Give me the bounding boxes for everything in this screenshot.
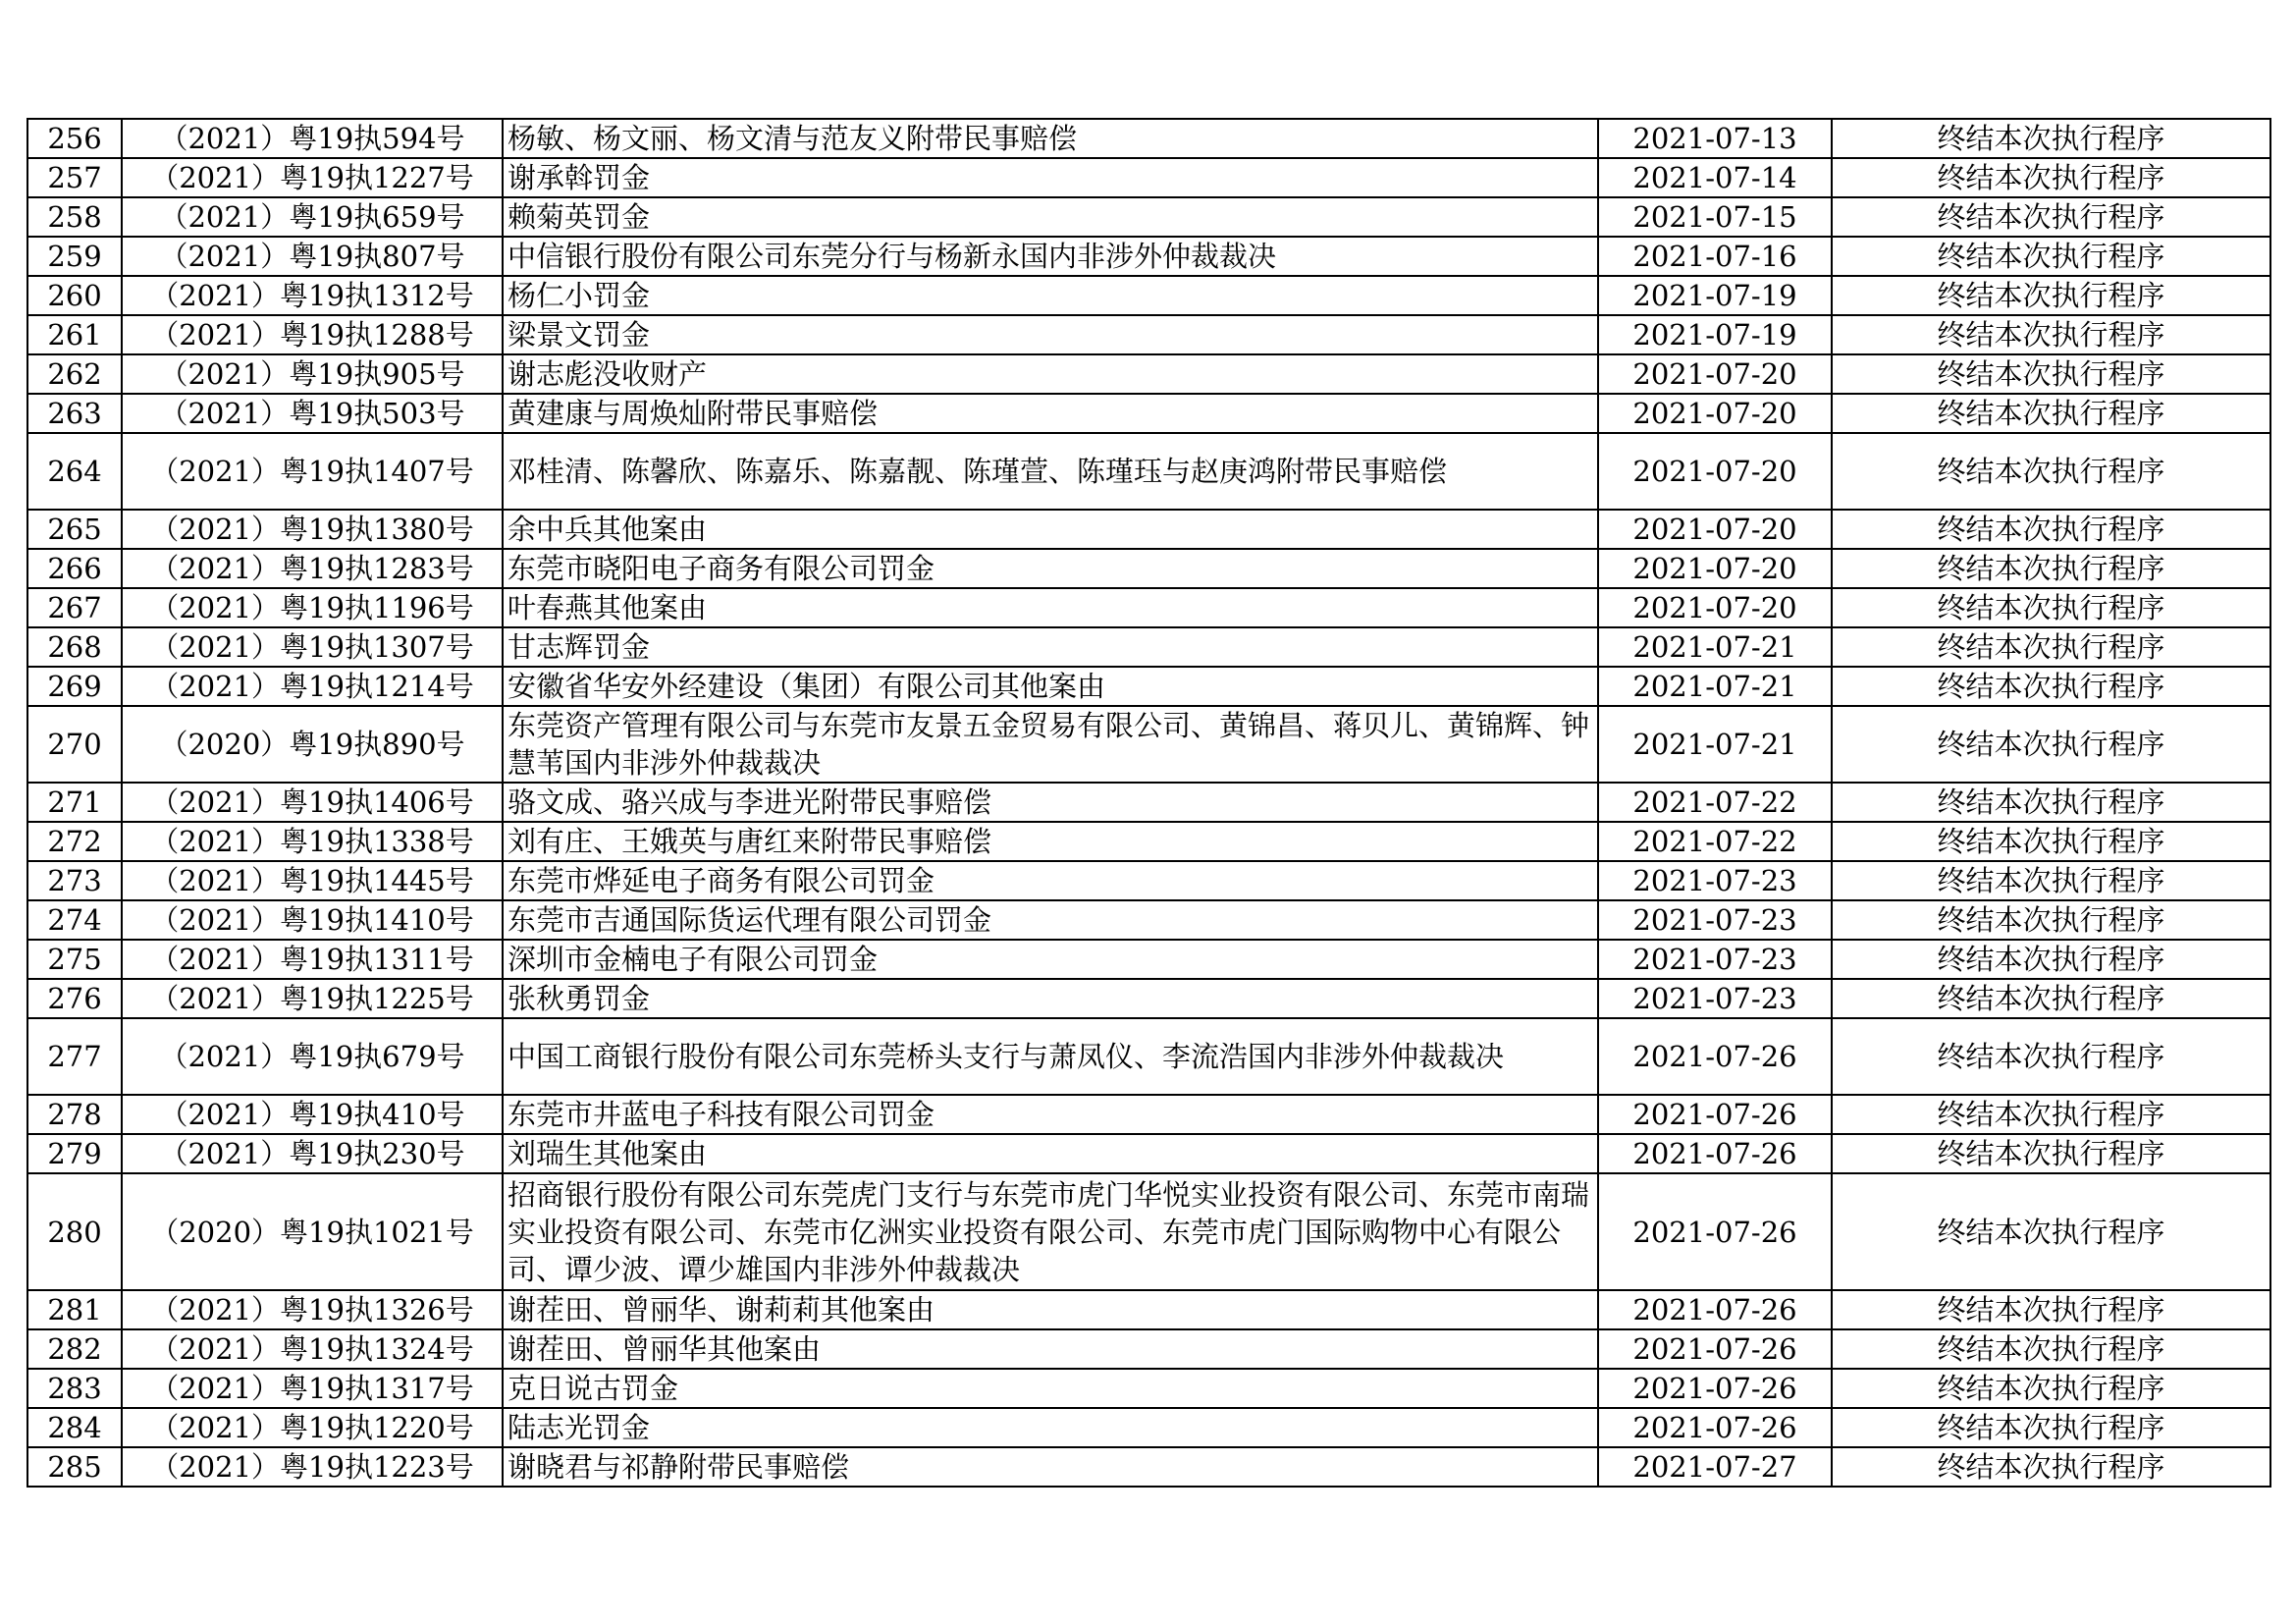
case-number-cell: （2020）粤19执890号: [122, 706, 503, 783]
closing-result-cell: 终结本次执行程序: [1832, 861, 2270, 900]
table-row: [27, 900, 2270, 940]
table-row: [27, 1369, 2270, 1408]
closing-date-cell: 2021-07-15: [1598, 197, 1832, 237]
case-description-cell: 邓桂清、陈馨欣、陈嘉乐、陈嘉靓、陈瑾萱、陈瑾珏与赵庚鸿附带民事赔偿: [503, 433, 1598, 510]
closing-date-cell: 2021-07-23: [1598, 900, 1832, 940]
table-row: [27, 1173, 2270, 1290]
closing-date-cell: 2021-07-13: [1598, 119, 1832, 158]
closing-date-cell: 2021-07-16: [1598, 237, 1832, 276]
row-number-cell: 281: [27, 1290, 122, 1329]
closing-result-cell: 终结本次执行程序: [1832, 1447, 2270, 1487]
case-number-cell: （2021）粤19执594号: [122, 119, 503, 158]
row-number-cell: 274: [27, 900, 122, 940]
closing-result-cell: 终结本次执行程序: [1832, 940, 2270, 979]
row-number-cell: 280: [27, 1173, 122, 1290]
case-description-cell: 张秋勇罚金: [503, 979, 1598, 1018]
table-row: [27, 588, 2270, 627]
closing-result-cell: 终结本次执行程序: [1832, 627, 2270, 667]
closing-date-cell: 2021-07-21: [1598, 667, 1832, 706]
closing-date-cell: 2021-07-27: [1598, 1447, 1832, 1487]
case-number-cell: （2021）粤19执1326号: [122, 1290, 503, 1329]
row-number-cell: 268: [27, 627, 122, 667]
case-description-cell: 黄建康与周焕灿附带民事赔偿: [503, 394, 1598, 433]
table-row: [27, 197, 2270, 237]
closing-date-cell: 2021-07-26: [1598, 1369, 1832, 1408]
table-row: [27, 1095, 2270, 1134]
case-number-cell: （2021）粤19执503号: [122, 394, 503, 433]
closing-result-cell: 终结本次执行程序: [1832, 588, 2270, 627]
closing-date-cell: 2021-07-19: [1598, 315, 1832, 354]
row-number-cell: 267: [27, 588, 122, 627]
table-row: [27, 1408, 2270, 1447]
row-number-cell: 270: [27, 706, 122, 783]
case-number-cell: （2021）粤19执1196号: [122, 588, 503, 627]
case-description-cell: 谢晓君与祁静附带民事赔偿: [503, 1447, 1598, 1487]
closing-result-cell: 终结本次执行程序: [1832, 119, 2270, 158]
table-row: [27, 237, 2270, 276]
row-number-cell: 262: [27, 354, 122, 394]
case-description-cell: 深圳市金楠电子有限公司罚金: [503, 940, 1598, 979]
table-row: [27, 510, 2270, 549]
row-number-cell: 278: [27, 1095, 122, 1134]
case-number-cell: （2021）粤19执905号: [122, 354, 503, 394]
closing-result-cell: 终结本次执行程序: [1832, 706, 2270, 783]
table-row: [27, 822, 2270, 861]
closing-date-cell: 2021-07-20: [1598, 510, 1832, 549]
case-description-cell: 东莞市井蓝电子科技有限公司罚金: [503, 1095, 1598, 1134]
case-description-cell: 东莞资产管理有限公司与东莞市友景五金贸易有限公司、黄锦昌、蒋贝儿、黄锦辉、钟慧苇国内非涉外仲裁裁决: [503, 706, 1598, 783]
case-number-cell: （2021）粤19执1324号: [122, 1329, 503, 1369]
closing-result-cell: 终结本次执行程序: [1832, 1329, 2270, 1369]
case-description-cell: 克日说古罚金: [503, 1369, 1598, 1408]
case-number-cell: （2021）粤19执1223号: [122, 1447, 503, 1487]
case-description-cell: 东莞市烨延电子商务有限公司罚金: [503, 861, 1598, 900]
case-description-cell: 谢茬田、曾丽华、谢莉莉其他案由: [503, 1290, 1598, 1329]
case-list-body: [27, 119, 2270, 1487]
case-list-table: [27, 118, 2271, 1488]
closing-date-cell: 2021-07-20: [1598, 588, 1832, 627]
closing-result-cell: 终结本次执行程序: [1832, 315, 2270, 354]
row-number-cell: 256: [27, 119, 122, 158]
case-description-cell: 骆文成、骆兴成与李进光附带民事赔偿: [503, 783, 1598, 822]
case-number-cell: （2021）粤19执1312号: [122, 276, 503, 315]
table-row: [27, 1134, 2270, 1173]
case-description-cell: 谢茬田、曾丽华其他案由: [503, 1329, 1598, 1369]
closing-result-cell: 终结本次执行程序: [1832, 822, 2270, 861]
closing-result-cell: 终结本次执行程序: [1832, 197, 2270, 237]
case-number-cell: （2021）粤19执1338号: [122, 822, 503, 861]
closing-date-cell: 2021-07-14: [1598, 158, 1832, 197]
closing-result-cell: 终结本次执行程序: [1832, 1408, 2270, 1447]
row-number-cell: 266: [27, 549, 122, 588]
closing-result-cell: 终结本次执行程序: [1832, 783, 2270, 822]
table-row: [27, 783, 2270, 822]
case-description-cell: 招商银行股份有限公司东莞虎门支行与东莞市虎门华悦实业投资有限公司、东莞市南瑞实业投资有限公司、东莞市亿洲实业投资有限公司、东莞市虎门国际购物中心有限公司、谭少波、谭少雄国内非涉外仲裁裁决: [503, 1173, 1598, 1290]
case-number-cell: （2021）粤19执1227号: [122, 158, 503, 197]
case-number-cell: （2021）粤19执1214号: [122, 667, 503, 706]
row-number-cell: 259: [27, 237, 122, 276]
closing-result-cell: 终结本次执行程序: [1832, 549, 2270, 588]
closing-result-cell: 终结本次执行程序: [1832, 1018, 2270, 1095]
case-number-cell: （2021）粤19执1288号: [122, 315, 503, 354]
case-description-cell: 刘瑞生其他案由: [503, 1134, 1598, 1173]
closing-date-cell: 2021-07-21: [1598, 706, 1832, 783]
closing-date-cell: 2021-07-26: [1598, 1018, 1832, 1095]
table-row: [27, 627, 2270, 667]
row-number-cell: 264: [27, 433, 122, 510]
row-number-cell: 269: [27, 667, 122, 706]
case-description-cell: 陆志光罚金: [503, 1408, 1598, 1447]
closing-date-cell: 2021-07-26: [1598, 1408, 1832, 1447]
case-description-cell: 余中兵其他案由: [503, 510, 1598, 549]
table-row: [27, 276, 2270, 315]
case-number-cell: （2021）粤19执679号: [122, 1018, 503, 1095]
case-number-cell: （2021）粤19执1225号: [122, 979, 503, 1018]
closing-result-cell: 终结本次执行程序: [1832, 354, 2270, 394]
closing-date-cell: 2021-07-20: [1598, 354, 1832, 394]
closing-result-cell: 终结本次执行程序: [1832, 394, 2270, 433]
case-description-cell: 梁景文罚金: [503, 315, 1598, 354]
row-number-cell: 279: [27, 1134, 122, 1173]
closing-date-cell: 2021-07-26: [1598, 1329, 1832, 1369]
table-row: [27, 1018, 2270, 1095]
case-number-cell: （2021）粤19执1406号: [122, 783, 503, 822]
row-number-cell: 265: [27, 510, 122, 549]
closing-date-cell: 2021-07-20: [1598, 433, 1832, 510]
case-number-cell: （2020）粤19执1021号: [122, 1173, 503, 1290]
table-row: [27, 1447, 2270, 1487]
case-number-cell: （2021）粤19执659号: [122, 197, 503, 237]
case-number-cell: （2021）粤19执410号: [122, 1095, 503, 1134]
case-description-cell: 叶春燕其他案由: [503, 588, 1598, 627]
closing-date-cell: 2021-07-26: [1598, 1134, 1832, 1173]
row-number-cell: 284: [27, 1408, 122, 1447]
closing-date-cell: 2021-07-26: [1598, 1095, 1832, 1134]
case-number-cell: （2021）粤19执1407号: [122, 433, 503, 510]
row-number-cell: 258: [27, 197, 122, 237]
row-number-cell: 282: [27, 1329, 122, 1369]
case-description-cell: 杨敏、杨文丽、杨文清与范友义附带民事赔偿: [503, 119, 1598, 158]
case-number-cell: （2021）粤19执1311号: [122, 940, 503, 979]
closing-date-cell: 2021-07-20: [1598, 549, 1832, 588]
table-row: [27, 433, 2270, 510]
case-description-cell: 安徽省华安外经建设（集团）有限公司其他案由: [503, 667, 1598, 706]
table-row: [27, 549, 2270, 588]
case-description-cell: 中国工商银行股份有限公司东莞桥头支行与萧凤仪、李流浩国内非涉外仲裁裁决: [503, 1018, 1598, 1095]
table-row: [27, 667, 2270, 706]
row-number-cell: 257: [27, 158, 122, 197]
closing-result-cell: 终结本次执行程序: [1832, 1290, 2270, 1329]
case-number-cell: （2021）粤19执807号: [122, 237, 503, 276]
closing-date-cell: 2021-07-26: [1598, 1290, 1832, 1329]
table-row: [27, 394, 2270, 433]
closing-result-cell: 终结本次执行程序: [1832, 1134, 2270, 1173]
case-number-cell: （2021）粤19执1410号: [122, 900, 503, 940]
row-number-cell: 271: [27, 783, 122, 822]
case-description-cell: 刘有庄、王娥英与唐红来附带民事赔偿: [503, 822, 1598, 861]
closing-result-cell: 终结本次执行程序: [1832, 433, 2270, 510]
closing-date-cell: 2021-07-26: [1598, 1173, 1832, 1290]
case-number-cell: （2021）粤19执1220号: [122, 1408, 503, 1447]
case-description-cell: 谢志彪没收财产: [503, 354, 1598, 394]
closing-date-cell: 2021-07-20: [1598, 394, 1832, 433]
table-row: [27, 158, 2270, 197]
table-row: [27, 979, 2270, 1018]
closing-date-cell: 2021-07-21: [1598, 627, 1832, 667]
row-number-cell: 260: [27, 276, 122, 315]
case-number-cell: （2021）粤19执1283号: [122, 549, 503, 588]
closing-date-cell: 2021-07-22: [1598, 783, 1832, 822]
case-description-cell: 中信银行股份有限公司东莞分行与杨新永国内非涉外仲裁裁决: [503, 237, 1598, 276]
closing-date-cell: 2021-07-19: [1598, 276, 1832, 315]
table-row: [27, 354, 2270, 394]
case-description-cell: 东莞市吉通国际货运代理有限公司罚金: [503, 900, 1598, 940]
row-number-cell: 272: [27, 822, 122, 861]
row-number-cell: 263: [27, 394, 122, 433]
case-number-cell: （2021）粤19执230号: [122, 1134, 503, 1173]
table-row: [27, 1329, 2270, 1369]
closing-date-cell: 2021-07-23: [1598, 940, 1832, 979]
closing-date-cell: 2021-07-23: [1598, 861, 1832, 900]
closing-result-cell: 终结本次执行程序: [1832, 237, 2270, 276]
case-description-cell: 甘志辉罚金: [503, 627, 1598, 667]
case-number-cell: （2021）粤19执1380号: [122, 510, 503, 549]
case-description-cell: 赖菊英罚金: [503, 197, 1598, 237]
row-number-cell: 283: [27, 1369, 122, 1408]
closing-result-cell: 终结本次执行程序: [1832, 1173, 2270, 1290]
case-description-cell: 谢承斡罚金: [503, 158, 1598, 197]
closing-result-cell: 终结本次执行程序: [1832, 276, 2270, 315]
table-row: [27, 1290, 2270, 1329]
closing-result-cell: 终结本次执行程序: [1832, 1369, 2270, 1408]
row-number-cell: 261: [27, 315, 122, 354]
row-number-cell: 276: [27, 979, 122, 1018]
table-row: [27, 706, 2270, 783]
case-number-cell: （2021）粤19执1317号: [122, 1369, 503, 1408]
case-number-cell: （2021）粤19执1307号: [122, 627, 503, 667]
closing-result-cell: 终结本次执行程序: [1832, 510, 2270, 549]
row-number-cell: 273: [27, 861, 122, 900]
closing-result-cell: 终结本次执行程序: [1832, 1095, 2270, 1134]
closing-date-cell: 2021-07-23: [1598, 979, 1832, 1018]
closing-result-cell: 终结本次执行程序: [1832, 158, 2270, 197]
table-row: [27, 940, 2270, 979]
closing-result-cell: 终结本次执行程序: [1832, 667, 2270, 706]
row-number-cell: 275: [27, 940, 122, 979]
case-description-cell: 杨仁小罚金: [503, 276, 1598, 315]
table-row: [27, 861, 2270, 900]
case-number-cell: （2021）粤19执1445号: [122, 861, 503, 900]
table-row: [27, 315, 2270, 354]
row-number-cell: 285: [27, 1447, 122, 1487]
table-row: [27, 119, 2270, 158]
closing-result-cell: 终结本次执行程序: [1832, 900, 2270, 940]
closing-result-cell: 终结本次执行程序: [1832, 979, 2270, 1018]
closing-date-cell: 2021-07-22: [1598, 822, 1832, 861]
case-description-cell: 东莞市晓阳电子商务有限公司罚金: [503, 549, 1598, 588]
row-number-cell: 277: [27, 1018, 122, 1095]
